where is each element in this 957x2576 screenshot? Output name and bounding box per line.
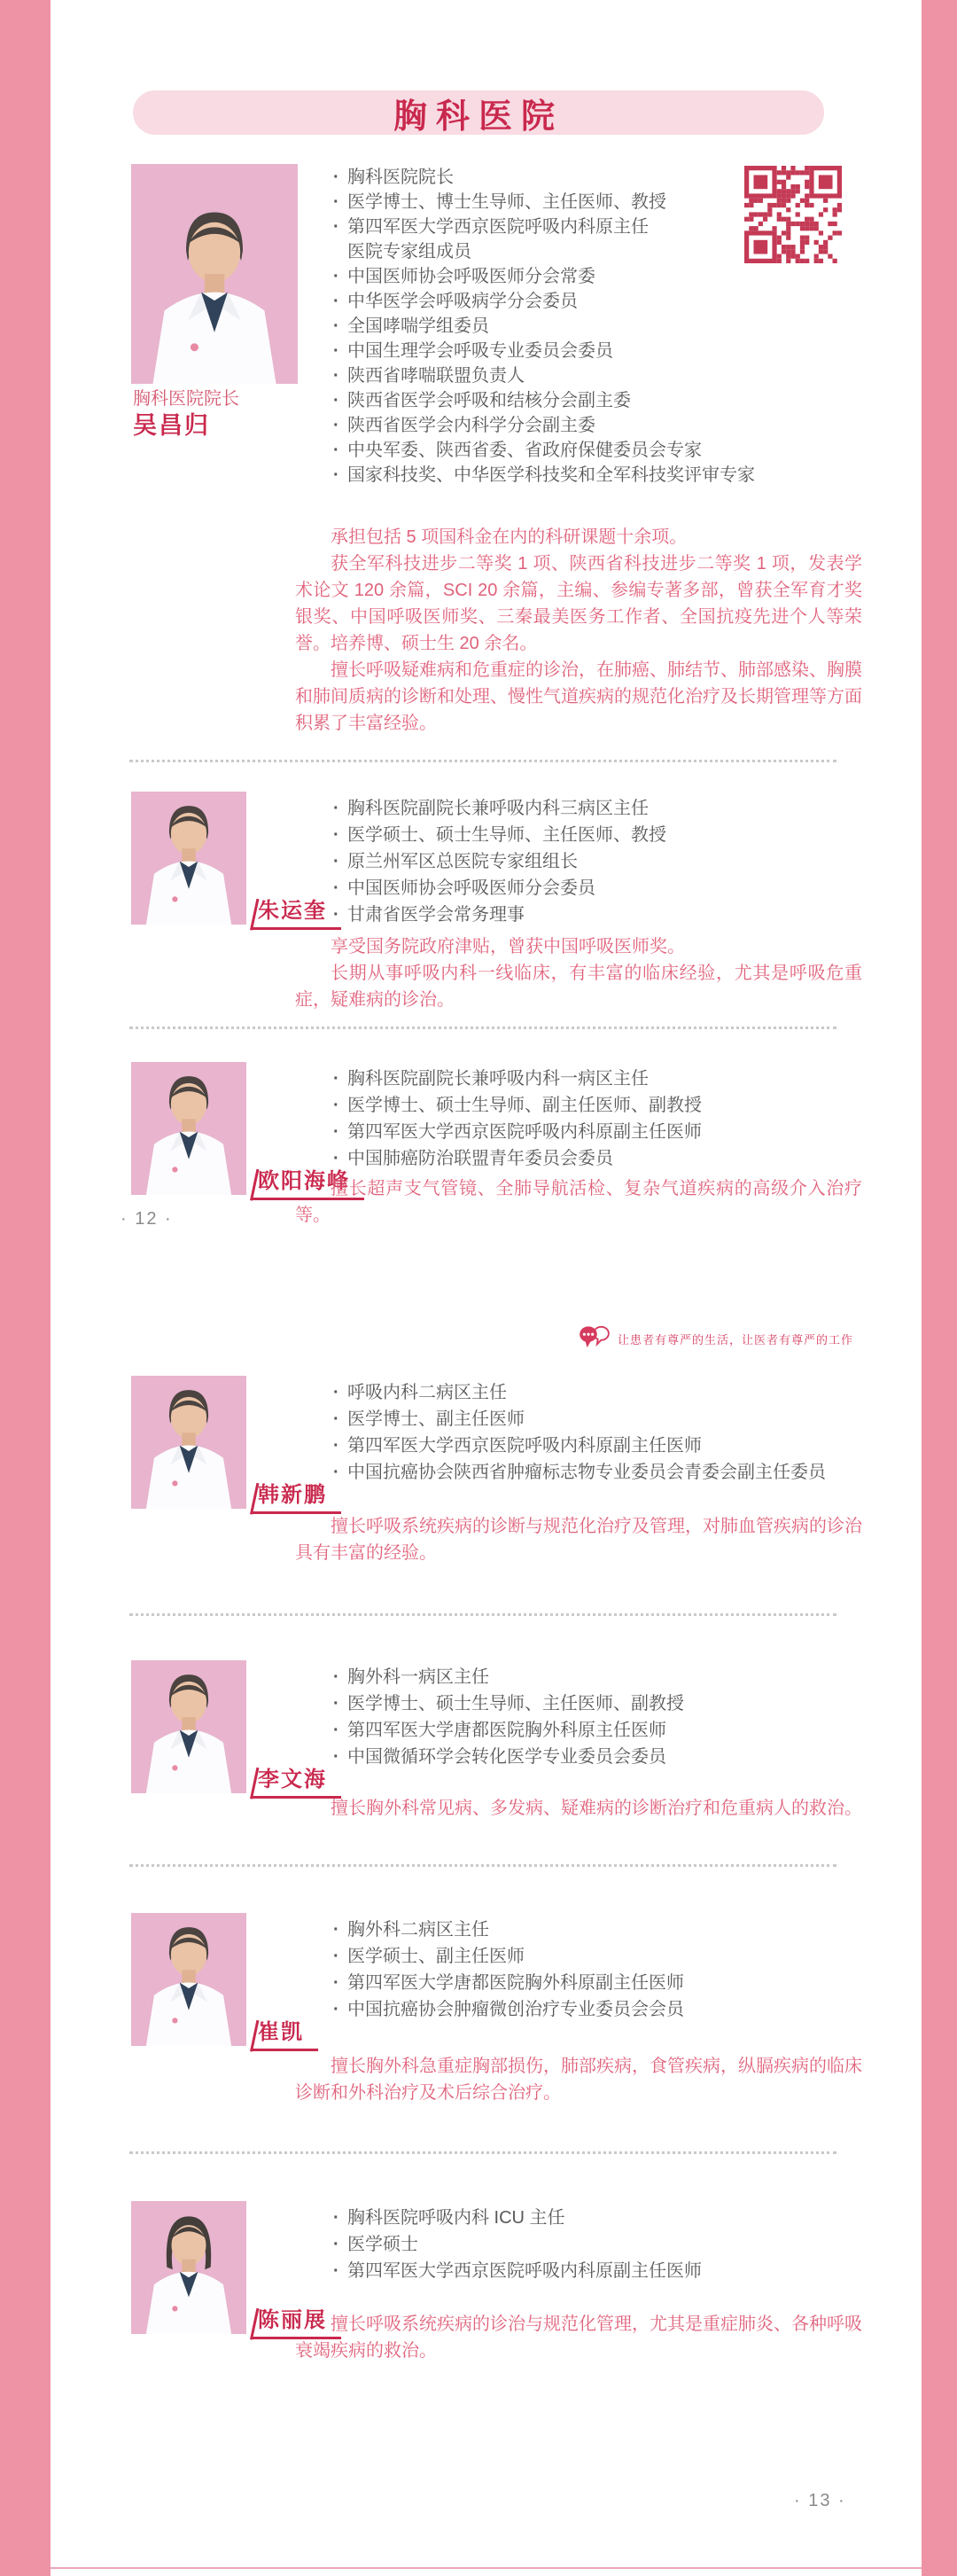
credential-item: · 国家科技奖、中华医学科技奖和全军科技奖评审专家 (331, 463, 863, 488)
credential-item: · 第四军医大学西京医院呼吸内科原副主任医师 (331, 1119, 863, 1145)
doctor-bio (295, 1175, 862, 1229)
credential-item: · 胸科医院呼吸内科 ICU 主任 (331, 2205, 863, 2231)
credential-item: · 胸外科一病区主任 (331, 1664, 863, 1690)
credential-item: · 中国医师协会呼吸医师分会常委 (331, 264, 863, 289)
credential-list (331, 1664, 863, 1770)
credential-item: · 呼吸内科二病区主任 (331, 1379, 863, 1406)
credential-item: · 中国医师协会呼吸医师分会委员 (331, 875, 863, 902)
bio-paragraph: 长期从事呼吸内科一线临床，有丰富的临床经验，尤其是呼吸危重症，疑难病的诊治。 (295, 964, 862, 1010)
bio-paragraph: 擅长超声支气管镜、全肺导航活检、复杂气道疾病的高级介入治疗等。 (295, 1179, 862, 1225)
section-divider (129, 1026, 836, 1029)
credential-item: · 第四军医大学西京医院呼吸内科原主任 (331, 215, 863, 239)
credential-item: · 中央军委、陕西省委、省政府保健委员会专家 (331, 438, 863, 463)
left-pink-strip (0, 0, 51, 2576)
male-doctor-portrait (131, 164, 298, 384)
credential-item: · 陕西省医学会呼吸和结核分会副主委 (331, 388, 863, 413)
page-number-13: · 13 · (794, 2491, 846, 2510)
page-number-12: · 12 · (121, 1209, 173, 1229)
bio-paragraph: 享受国务院政府津贴，曾获中国呼吸医师奖。 (331, 937, 685, 956)
credential-list (331, 1066, 863, 1172)
section-divider (129, 2151, 836, 2154)
doctor-role: 胸科医院院长 (133, 389, 239, 409)
qr-code (744, 166, 842, 263)
male-doctor-portrait (131, 1062, 246, 1195)
doctor-name: 韩新鹏 (258, 1483, 327, 1507)
doctor-name: 李文海 (258, 1768, 327, 1791)
doctor-bio (295, 1513, 862, 1566)
credential-item: · 甘肃省医学会常务理事 (331, 902, 863, 928)
credential-item: · 医学硕士、副主任医师 (331, 1943, 863, 1970)
credential-item: · 医学硕士 (331, 2231, 863, 2258)
doctor-name: 陈丽展 (258, 2308, 327, 2332)
page-title: 胸科医院 (393, 98, 564, 136)
doctor-bio (295, 933, 862, 1013)
male-doctor-portrait (131, 1660, 246, 1793)
doctor-name-tag (251, 2012, 318, 2051)
bio-paragraph: 承担包括 5 项国科金在内的科研课题十余项。 (331, 527, 688, 547)
credential-item: · 全国哮喘学组委员 (331, 314, 863, 339)
doctor-caption (133, 387, 239, 441)
doctor-name: 吴昌归 (133, 412, 210, 439)
credential-list (331, 2205, 863, 2284)
credential-item: · 中国肺癌防治联盟青年委员会委员 (331, 1145, 863, 1172)
credential-item: · 胸外科二病区主任 (331, 1916, 863, 1943)
credential-item: · 原兰州军区总医院专家组组长 (331, 848, 863, 875)
section-divider (129, 1613, 836, 1616)
doctor-name: 欧阳海峰 (258, 1169, 350, 1193)
credential-item: · 陕西省哮喘联盟负责人 (331, 363, 863, 388)
credential-item: · 医学硕士、硕士生导师、主任医师、教授 (331, 822, 863, 848)
credential-item: · 第四军医大学唐都医院胸外科原副主任医师 (331, 1970, 863, 1996)
bio-paragraph: 擅长胸外科急重症胸部损伤，肺部疾病，食管疾病，纵膈疾病的临床诊断和外科治疗及术后综合治疗。 (295, 2057, 862, 2103)
male-doctor-portrait (131, 792, 246, 925)
bottom-rule (51, 2567, 922, 2569)
credential-item: · 中国抗癌协会陕西省肿瘤标志物专业委员会青委会副主任委员 (331, 1459, 863, 1486)
credential-item: · 第四军医大学西京医院呼吸内科原副主任医师 (331, 1432, 863, 1459)
credential-item: · 陕西省医学会内科学分会副主委 (331, 413, 863, 438)
credential-item: · 中华医学会呼吸病学分会委员 (331, 289, 863, 314)
credential-item: · 医学博士、硕士生导师、副主任医师、副教授 (331, 1092, 863, 1119)
credential-item: · 第四军医大学西京医院呼吸内科原副主任医师 (331, 2258, 863, 2284)
bio-paragraph: 擅长呼吸系统疾病的诊断与规范化治疗及管理，对肺血管疾病的诊治具有丰富的经验。 (295, 1517, 862, 1563)
credential-item: · 中国生理学会呼吸专业委员会委员 (331, 339, 863, 363)
male-doctor-portrait (131, 1913, 246, 2046)
section-divider (129, 760, 836, 762)
doctor-name-tag (251, 1475, 341, 1514)
credential-list (331, 1916, 863, 2023)
bio-paragraph: 获全军科技进步二等奖 1 项、陕西省科技进步二等奖 1 项，发表学术论文 120 余篇，SCI 20 余篇，主编、参编专著多部，曾获全军育才奖银奖、中国呼吸医师奖、三秦最美医务工作者、全国抗疫先进个人等荣誉。培养博、硕士生 20 余名。 (295, 554, 862, 653)
credential-item: · 医学博士、博士生导师、主任医师、教授 (331, 190, 863, 215)
credential-item: · 胸科医院副院长兼呼吸内科一病区主任 (331, 1066, 863, 1092)
doctor-bio (295, 524, 862, 737)
credential-item: 医院专家组成员 (347, 242, 471, 262)
credential-item: · 第四军医大学唐都医院胸外科原主任医师 (331, 1717, 863, 1744)
credential-item: · 胸科医院副院长兼呼吸内科三病区主任 (331, 795, 863, 822)
doctor-name: 朱运奎 (258, 899, 327, 923)
credential-item: · 医学博士、硕士生导师、主任医师、副教授 (331, 1690, 863, 1717)
credential-list (331, 1379, 863, 1486)
male-doctor-portrait (131, 1376, 246, 1509)
credential-item: · 中国抗癌协会肿瘤微创治疗专业委员会会员 (331, 1996, 863, 2023)
credential-item: · 医学博士、副主任医师 (331, 1406, 863, 1432)
slogan-text: 让患者有尊严的生活，让医者有尊严的工作 (618, 1333, 854, 1347)
bio-paragraph: 擅长胸外科常见病、多发病、疑难病的诊断治疗和危重病人的救治。 (331, 1799, 862, 1818)
doctor-bio (295, 1795, 862, 1822)
credential-list (331, 795, 863, 928)
credential-item: · 中国微循环学会转化医学专业委员会委员 (331, 1744, 863, 1770)
doctor-name: 崔凯 (258, 2020, 304, 2044)
bio-paragraph: 擅长呼吸疑难病和危重症的诊治，在肺癌、肺结节、肺部感染、胸膜和肺间质病的诊断和处理、慢性气道疾病的规范化治疗及长期管理等方面积累了丰富经验。 (295, 660, 862, 733)
page-title-banner (133, 90, 824, 135)
right-pink-strip (922, 0, 957, 2576)
hospital-slogan (578, 1324, 853, 1354)
credential-item: · 胸科医院院长 (331, 165, 863, 190)
bio-paragraph: 擅长呼吸系统疾病的诊治与规范化管理，尤其是重症肺炎、各种呼吸衰竭疾病的救治。 (295, 2314, 862, 2361)
doctor-bio (295, 2311, 862, 2364)
section-divider (129, 1864, 836, 1867)
doctor-bio (295, 2053, 862, 2106)
female-doctor-portrait (131, 2201, 246, 2334)
doctor-name-tag (251, 891, 341, 930)
doctor-name-tag (251, 1760, 341, 1799)
speech-bubbles-icon (578, 1324, 611, 1354)
